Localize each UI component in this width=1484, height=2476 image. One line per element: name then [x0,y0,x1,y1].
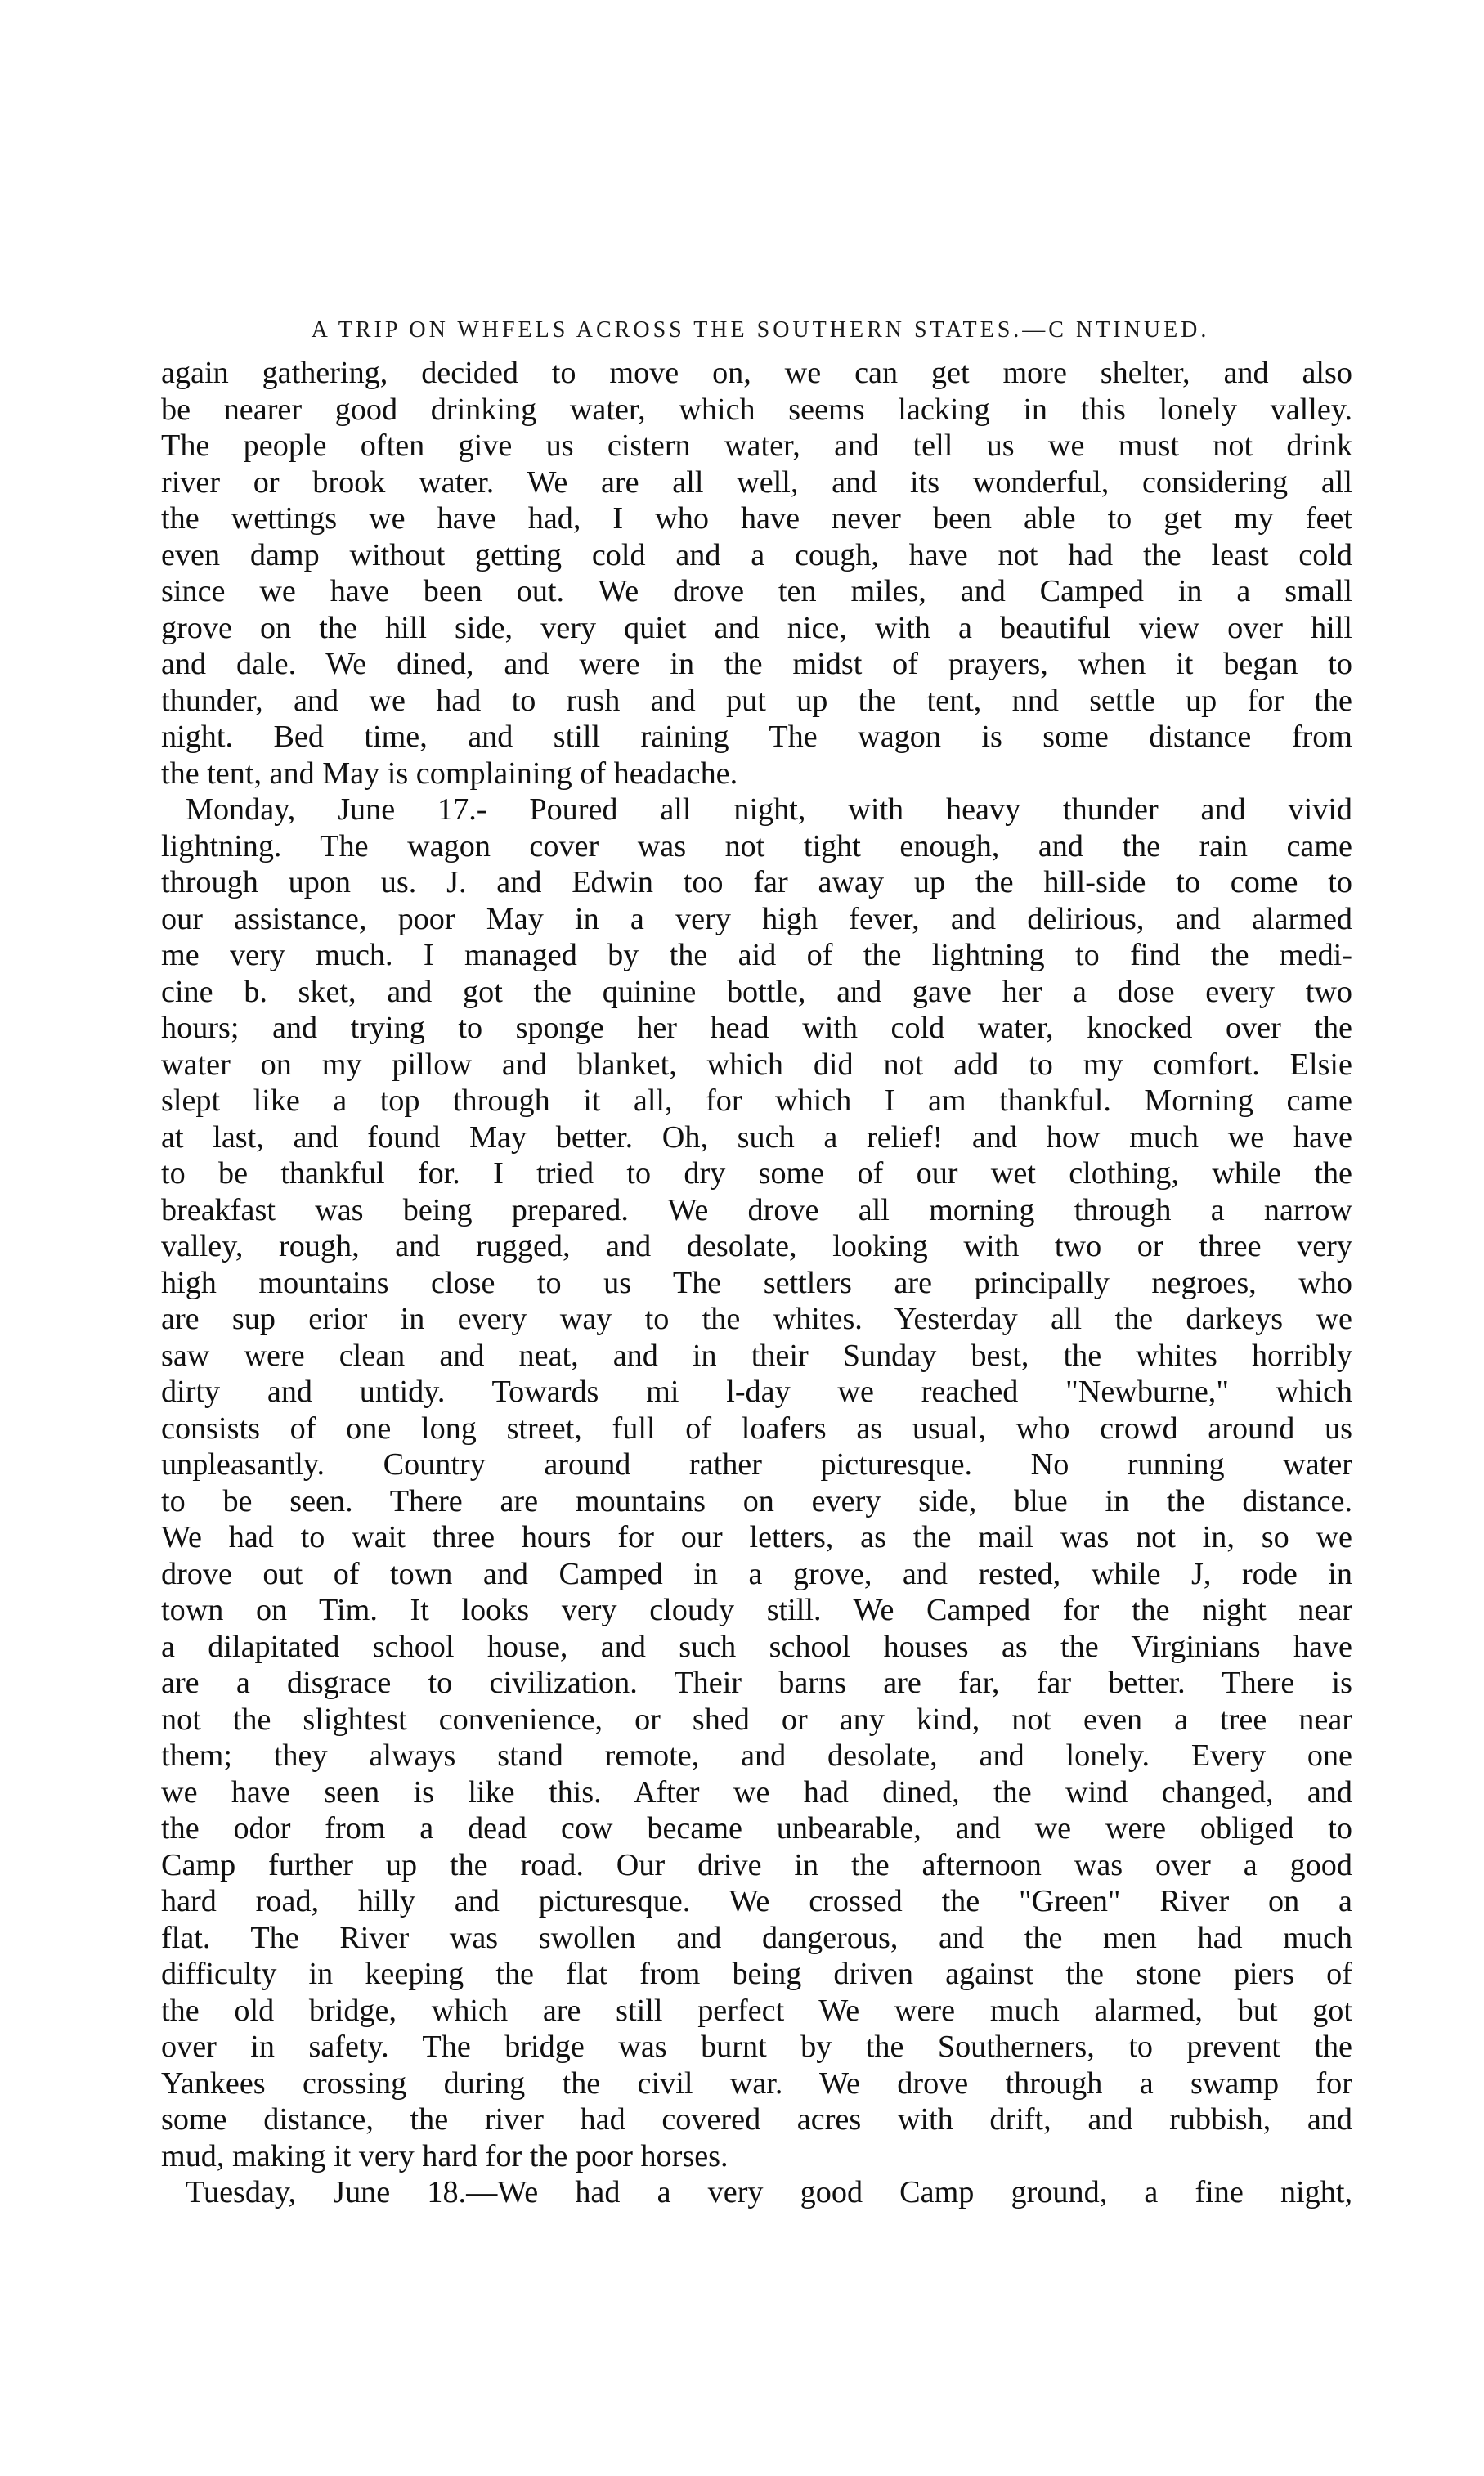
text-line: to be thankful for. I tried to dry some of our wet clothing, while the [161,1156,1352,1191]
body-text [161,355,1352,2211]
text-line: a dilapitated school house, and such school houses as the Virginians have [161,1629,1352,1664]
text-line: lightning. The wagon cover was not tight enough, and the rain came [161,828,1352,863]
text-line: are a disgrace to civilization. Their barns are far, far better. There is [161,1666,1352,1700]
text-line: the old bridge, which are still perfect We were much alarmed, but got [161,1993,1352,2028]
text-line: the odor from a dead cow became unbearable, and we were obliged to [161,1811,1352,1846]
text-line: again gathering, decided to move on, we can get more shelter, and also [161,356,1352,390]
text-line: to be seen. There are mountains on every side, blue in the distance. [161,1483,1352,1518]
text-line: consists of one long street, full of loafers as usual, who crowd around us [161,1411,1352,1446]
text-line: even damp without getting cold and a cough, have not had the least cold [161,537,1352,572]
text-line: thunder, and we had to rush and put up the tent, nnd settle up for the [161,683,1352,718]
text-line: difficulty in keeping the flat from being driven against the stone piers of [161,1957,1352,1991]
text-line: are sup erior in every way to the whites. Yesterday all the darkeys we [161,1302,1352,1336]
text-line: Yankees crossing during the civil war. We drove through a swamp for [161,2066,1352,2101]
running-head: A TRIP ON WHFELS ACROSS THE SOUTHERN STATES.—C NTINUED. [311,317,1210,343]
text-line: cine b. sket, and got the quinine bottle, and gave her a dose every two [161,974,1352,1009]
text-line: flat. The River was swollen and dangerous, and the men had much [161,1920,1352,1955]
text-line: The people often give us cistern water, and tell us we must not drink [161,428,1352,463]
text-line: we have seen is like this. After we had dined, the wind changed, and [161,1774,1352,1810]
text-line: me very much. I managed by the aid of the lightning to find the medi- [161,938,1352,972]
text-line: grove on the hill side, very quiet and nice, with a beautiful view over hill [161,610,1352,645]
text-line: town on Tim. It looks very cloudy still. We Camped for the night near [161,1593,1352,1627]
text-line: over in safety. The bridge was burnt by the Southerners, to prevent the [161,2030,1352,2064]
text-line: Camp further up the road. Our drive in the afternoon was over a good [161,1847,1352,1882]
text-line: slept like a top through it all, for which I am thankful. Morning came [161,1083,1352,1118]
text-line: high mountains close to us The settlers are principally negroes, who [161,1265,1352,1300]
text-line: since we have been out. We drove ten miles, and Camped in a small [161,574,1352,608]
text-line: be nearer good drinking water, which seems lacking in this lonely valley. [161,392,1352,427]
text-line: through upon us. J. and Edwin too far away up the hill-side to come to [161,865,1352,899]
text-line: not the slightest convenience, or shed or any kind, not even a tree near [161,1702,1352,1737]
text-line: some distance, the river had covered acres with drift, and rubbish, and [161,2102,1352,2137]
text-line: and dale. We dined, and were in the midst of prayers, when it began to [161,647,1352,681]
text-line: unpleasantly. Country around rather picturesque. No running water [161,1447,1352,1482]
text-line: night. Bed time, and still raining The wagon is some distance from [161,720,1352,754]
text-line: Tuesday, June 18.—We had a very good Camp ground, a fine night, [186,2175,1352,2209]
text-line: them; they always stand remote, and desolate, and lonely. Every one [161,1738,1352,1773]
text-line: the wettings we have had, I who have never been able to get my feet [161,501,1352,536]
text-line: valley, rough, and rugged, and desolate, looking with two or three very [161,1229,1352,1263]
text-line: the tent, and May is complaining of headache. [161,756,738,791]
text-line: water on my pillow and blanket, which did not add to my comfort. Elsie [161,1047,1352,1082]
text-line: Monday, June 17.- Poured all night, with heavy thunder and vivid [186,792,1352,827]
text-line: dirty and untidy. Towards mi l-day we reached "Newburne," which [161,1375,1352,1409]
text-line: saw were clean and neat, and in their Sunday best, the whites horribly [161,1338,1352,1373]
text-line: river or brook water. We are all well, and its wonderful, considering all [161,464,1352,500]
text-line: hours; and trying to sponge her head with cold water, knocked over the [161,1011,1352,1045]
text-line: our assistance, poor May in a very high fever, and delirious, and alarmed [161,901,1352,936]
text-line: drove out of town and Camped in a grove, and rested, while J, rode in [161,1556,1352,1591]
text-line: We had to wait three hours for our letters, as the mail was not in, so we [161,1520,1352,1554]
text-line: breakfast was being prepared. We drove all morning through a narrow [161,1192,1352,1227]
text-line: at last, and found May better. Oh, such a relief! and how much we have [161,1119,1352,1155]
text-line: mud, making it very hard for the poor horses. [161,2138,729,2173]
text-line: hard road, hilly and picturesque. We crossed the "Green" River on a [161,1884,1352,1918]
